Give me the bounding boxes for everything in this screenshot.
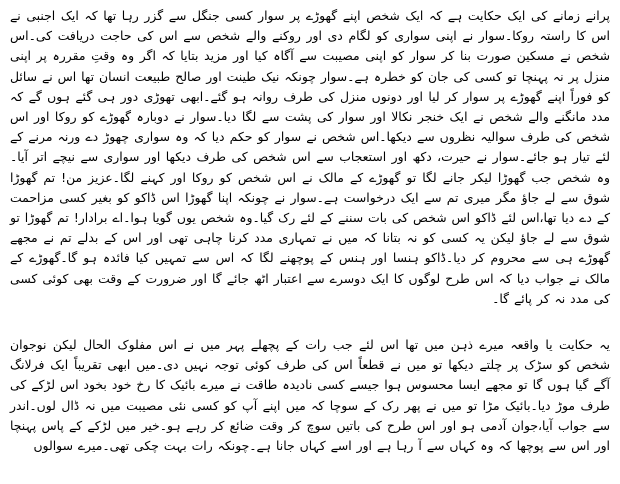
paragraph-1: پرانے زمانے کی ایک حکایت ہے کہ ایک شخص اپنے گھوڑے پر سوار کسی جنگل سے گزر رہا تھا کہ ایک اجنبی نے اس کا راستہ روکا۔سوار نے اپنی سواری کو لگام دی اور روکنے والے شخص سے اس کی حاجت دریافت کی۔اس شخص نے مسکین صورت بنا کر سوار کو اپنی مصیبت سے آگاہ کیا اور مزید بتایا کہ اگر وہ وقتِ مقررہ پر اپنی منزل پر نہ پہنچا تو کسی کی جان کو خطرہ ہے۔سوار چونکہ نیک طینت اور صالح طبیعت انسان تھا اس نے سائل کو فوراً اپنے گھوڑے پر سوار کر لیا اور دونوں منزل کی طرف روانہ ہو گئے۔ابھی تھوڑی دور ہی گئے ہوں گے کہ مدد مانگنے والے شخص نے ایک خنجر نکالا اور سوار کی پشت سے لگا دیا۔سوار نے دوبارہ گھوڑے کو روکا اور اس شخص کی طرف سوالیہ نظروں سے دیکھا۔اس شخص نے سوار کو حکم دیا کہ وہ سواری چھوڑ دے ورنہ مرنے کے لئے تیار ہو جائے۔سوار نے حیرت، دکھ اور استعجاب سے اس شخص کی طرف دیکھا اور سواری سے نیچے اتر آیا۔وہ شخص جب گھوڑا لیکر جانے لگا تو گھوڑے کے مالک نے اس شخص کو روکا اور کہنے لگا۔عزیز من! تم گھوڑا شوق سے لے جاؤ مگر میری تم سے ایک درخواست ہے۔سوار نے چونکہ اپنا گھوڑا اس ڈاکو کو بغیر کسی مزاحمت کے دے دیا تھا،اس لئے ڈاکو اس شخص کی بات سننے کے لئے رک گیا۔وہ شخص یوں گویا ہوا۔اے برادار! تم گھوڑا تو شوق سے لے جاؤ لیکن یہ کسی کو نہ بتانا کہ میں نے تمہاری مدد کرنا چاہی تھی اور اس کے بدلے تم نے مجھے گھوڑے ہی سے محروم کر دیا۔ڈاکو ہنسا اور ہنس کے پوچھنے لگا کہ اس سے تمہیں کیا فائدہ ہو گا۔گھوڑے کے مالک نے جواب دیا کہ اس طرح لوگوں کا ایک دوسرے سے اعتبار اٹھ جائے گا اور ضرورت کے وقت بھی کوئی کسی کی مدد نہ کر پائے گا۔ [10, 8, 610, 306]
paragraph-2: یہ حکایت یا واقعہ میرے ذہن میں تھا اس لئے جب رات کے پچھلے پہر میں نے اس مفلوک الحال لیکن نوجوان شخص کو سڑک پر چلتے دیکھا تو میں نے قطعاً اس کی طرف کوئی توجہ نہیں دی۔میں ابھی تقریباً ایک فرلانگ آگے گیا ہوں گا تو مجھے ایسا محسوس ہوا جیسے کسی نادیدہ طاقت نے میرے بائیک کا رخ خود بخود اس لڑکے کی طرف موڑ دیا۔بائیک مڑا تو میں نے پھر رک کے سوچا کہ میں اپنے آپ کو کسی نئی مصیبت میں نہ ڈال لوں۔اندر سے جواب آیا،جوان آدمی ہو اور اس طرح کی باتیں سوچ کر وقت ضائع کر رہے ہو۔خیر میں لڑکے کے پاس پہنچا اور اس سے پوچھا کہ وہ کہاں سے آ رہا ہے اور اسے کہاں جانا ہے۔چونکہ رات بہت چکی تھی۔میرے سوالوں [10, 337, 610, 454]
